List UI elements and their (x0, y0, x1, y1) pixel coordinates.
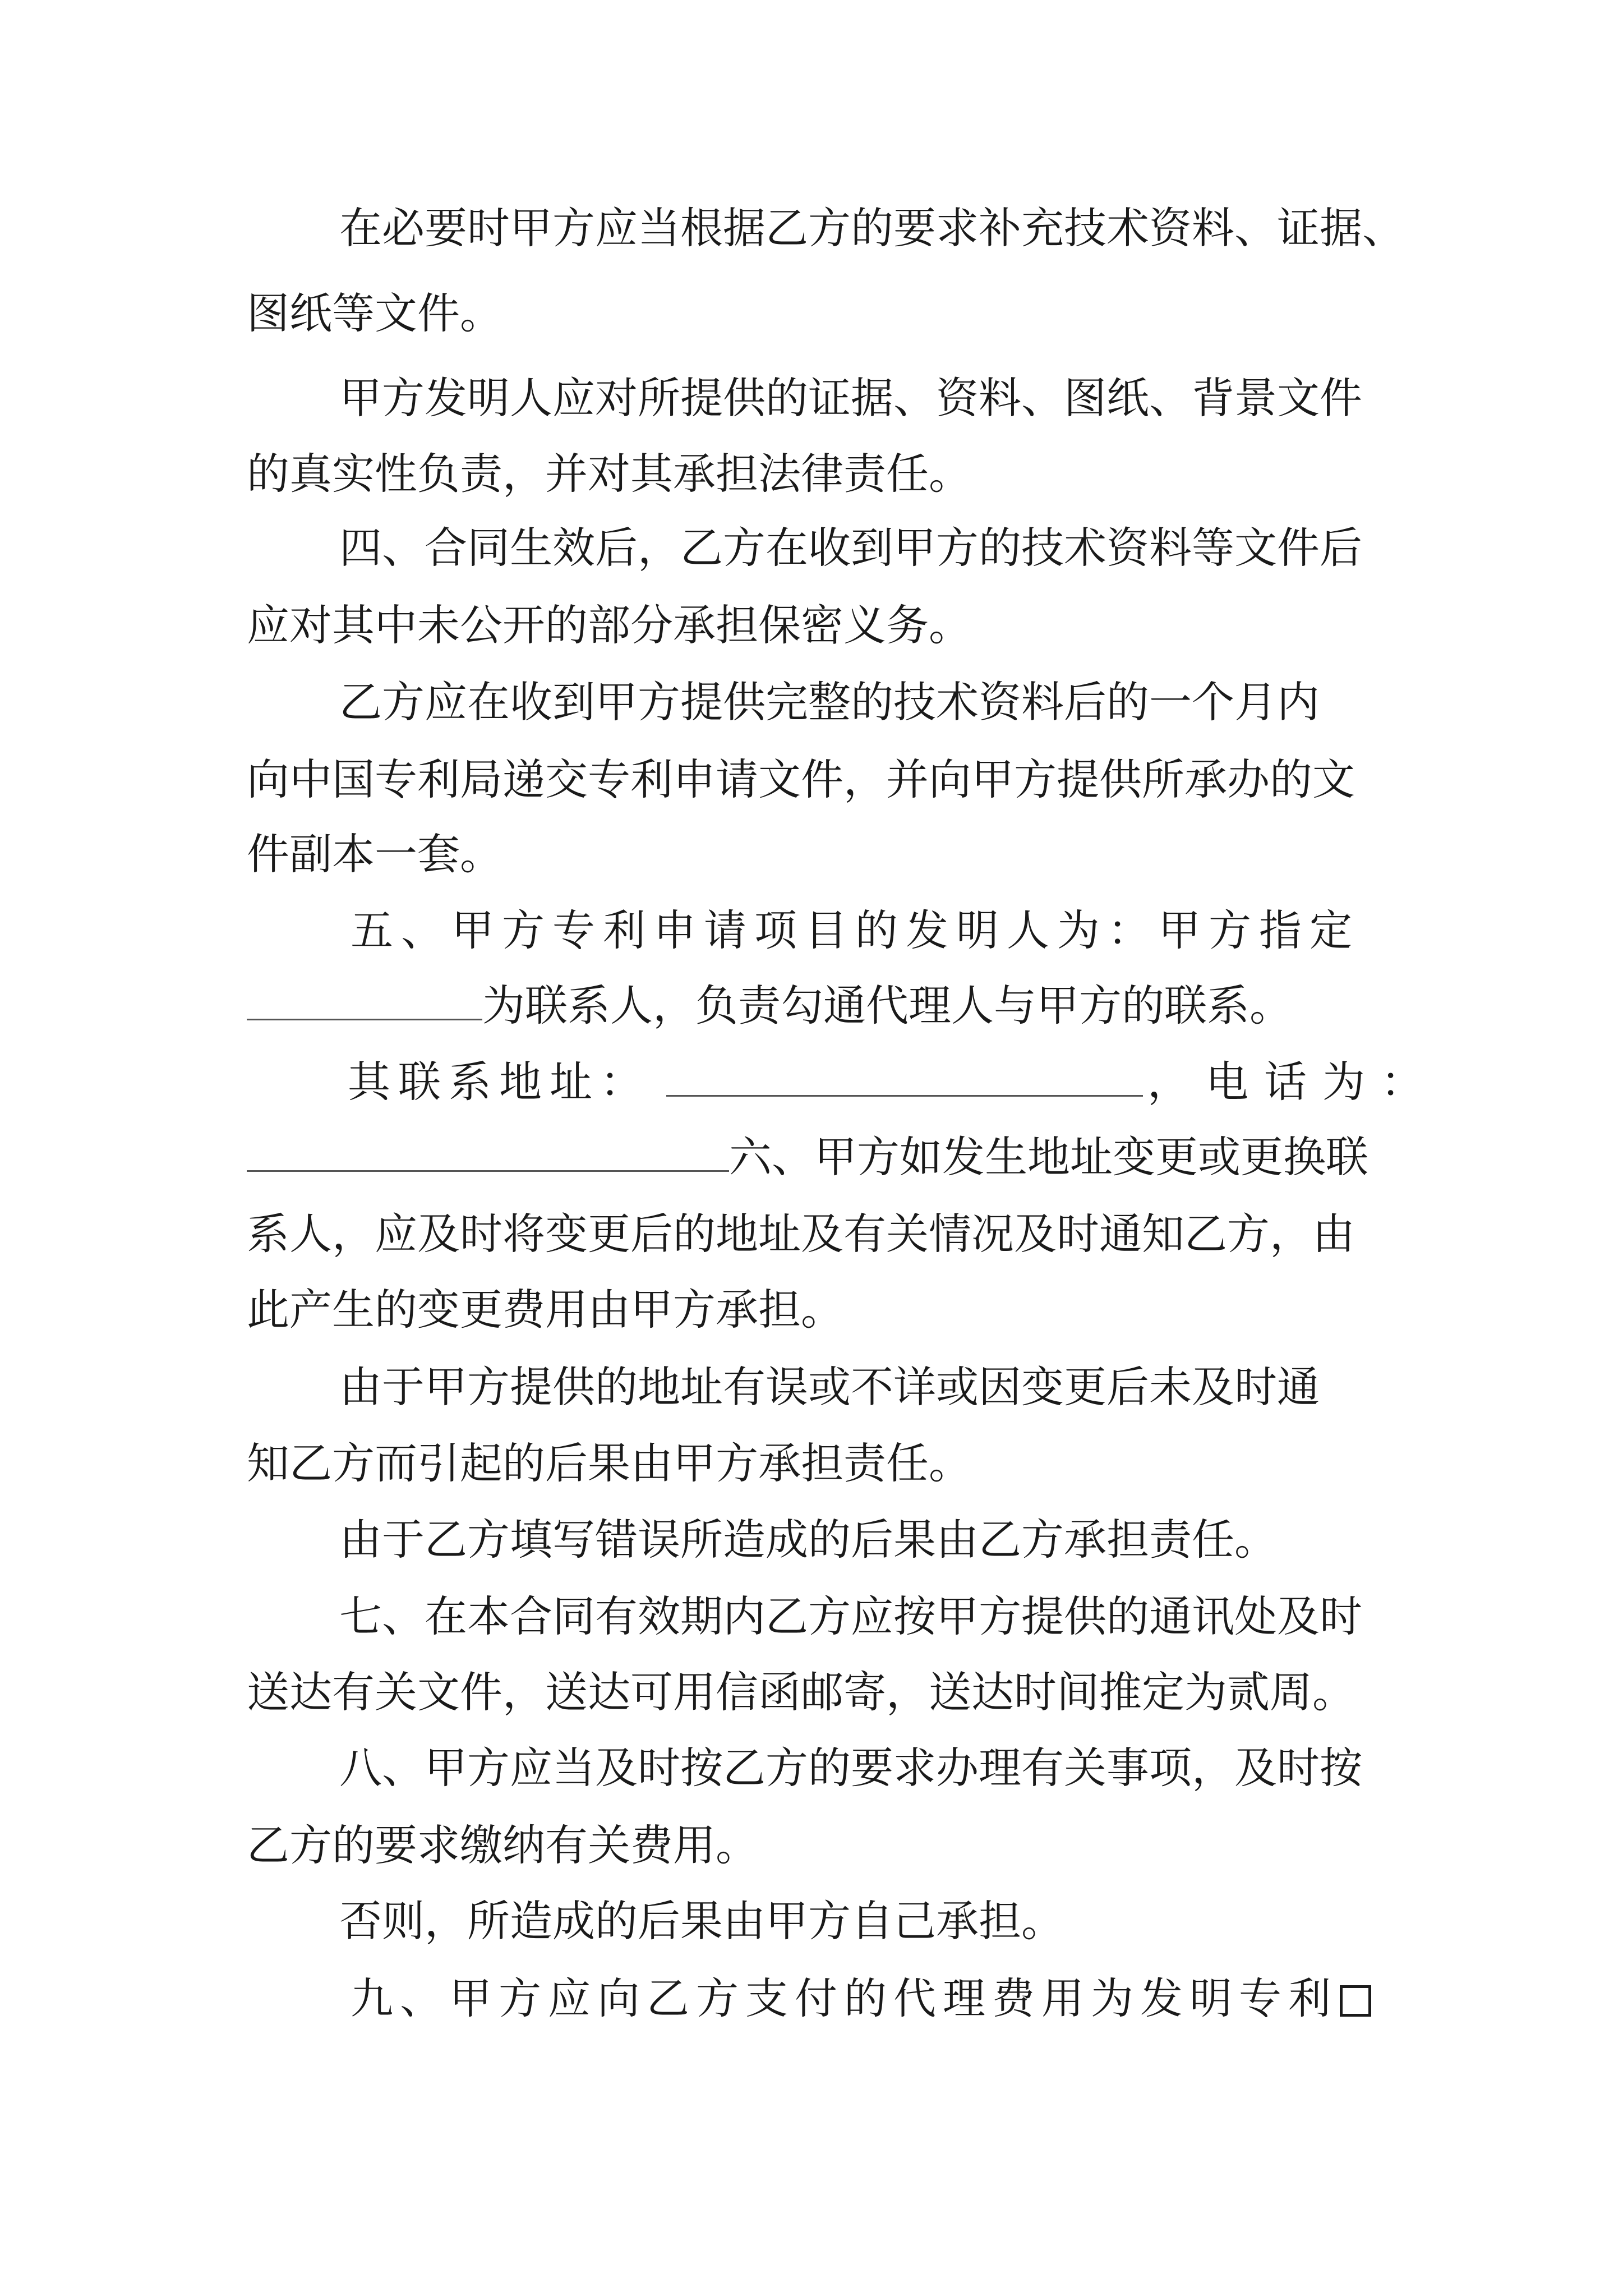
text-span: 为联系人，负责勾通代理人与甲方的联系。 (482, 981, 1292, 1030)
phone-label: ，电话为： (1147, 1057, 1439, 1107)
text-line: 八、甲方应当及时按乙方的要求办理有关事项，及时按 (339, 1743, 1362, 1793)
text-line: 七、在本合同有效期内乙方应按甲方提供的通讯处及时 (339, 1591, 1362, 1641)
text-line: 向中国专利局递交专利申请文件，并向甲方提供所承办的文 (247, 754, 1355, 804)
text-line: 送达有关文件，送达可用信函邮寄，送达时间推定为贰周。 (247, 1667, 1355, 1717)
address-label: 其联系地址： (348, 1057, 651, 1107)
text-line: 的真实性负责，并对其承担法律责任。 (247, 449, 971, 499)
text-line: 在必要时甲方应当根据乙方的要求补充技术资料、证据、 (339, 203, 1405, 253)
text-line: 件副本一套。 (247, 829, 502, 879)
text-line: 应对其中未公开的部分承担保密义务。 (247, 600, 971, 650)
text-line: 图纸等文件。 (247, 288, 502, 338)
invention-patent-checkbox[interactable] (1340, 1985, 1371, 2017)
text-line: 乙方的要求缴纳有关费用。 (247, 1820, 758, 1870)
text-span: 六、甲方如发生地址变更或更换联 (729, 1132, 1368, 1182)
text-line: 乙方应在收到甲方提供完整的技术资料后的一个月内 (339, 677, 1320, 727)
text-line: 甲方发明人应对所提供的证据、资料、图纸、背景文件 (339, 373, 1362, 423)
text-line (348, 1051, 1439, 1113)
text-line: 五、甲方专利申请项目的发明人为：甲方指定 (351, 905, 1360, 955)
text-line (351, 1968, 1380, 2030)
text-line: 四、合同生效后，乙方在收到甲方的技术资料等文件后 (339, 523, 1362, 573)
text-line: 此产生的变更费用由甲方承担。 (247, 1285, 843, 1335)
text-span: 九、甲方应向乙方支付的代理费用为发明专利 (351, 1973, 1338, 2023)
text-line: 由于乙方填写错误所造成的后果由乙方承担责任。 (339, 1515, 1277, 1565)
text-line: 否则，所造成的后果由甲方自己承担。 (339, 1896, 1064, 1946)
text-line (247, 975, 1380, 1037)
contact-person-blank[interactable] (247, 975, 482, 1020)
address-blank[interactable] (666, 1051, 1143, 1097)
text-line: 系人，应及时将变更后的地址及有关情况及时通知乙方，由 (247, 1209, 1355, 1259)
text-line: 知乙方而引起的后果由甲方承担责任。 (247, 1438, 971, 1488)
text-line (247, 1126, 1380, 1188)
text-line: 由于甲方提供的地址有误或不详或因变更后未及时通 (339, 1362, 1320, 1412)
phone-blank[interactable] (247, 1126, 729, 1172)
